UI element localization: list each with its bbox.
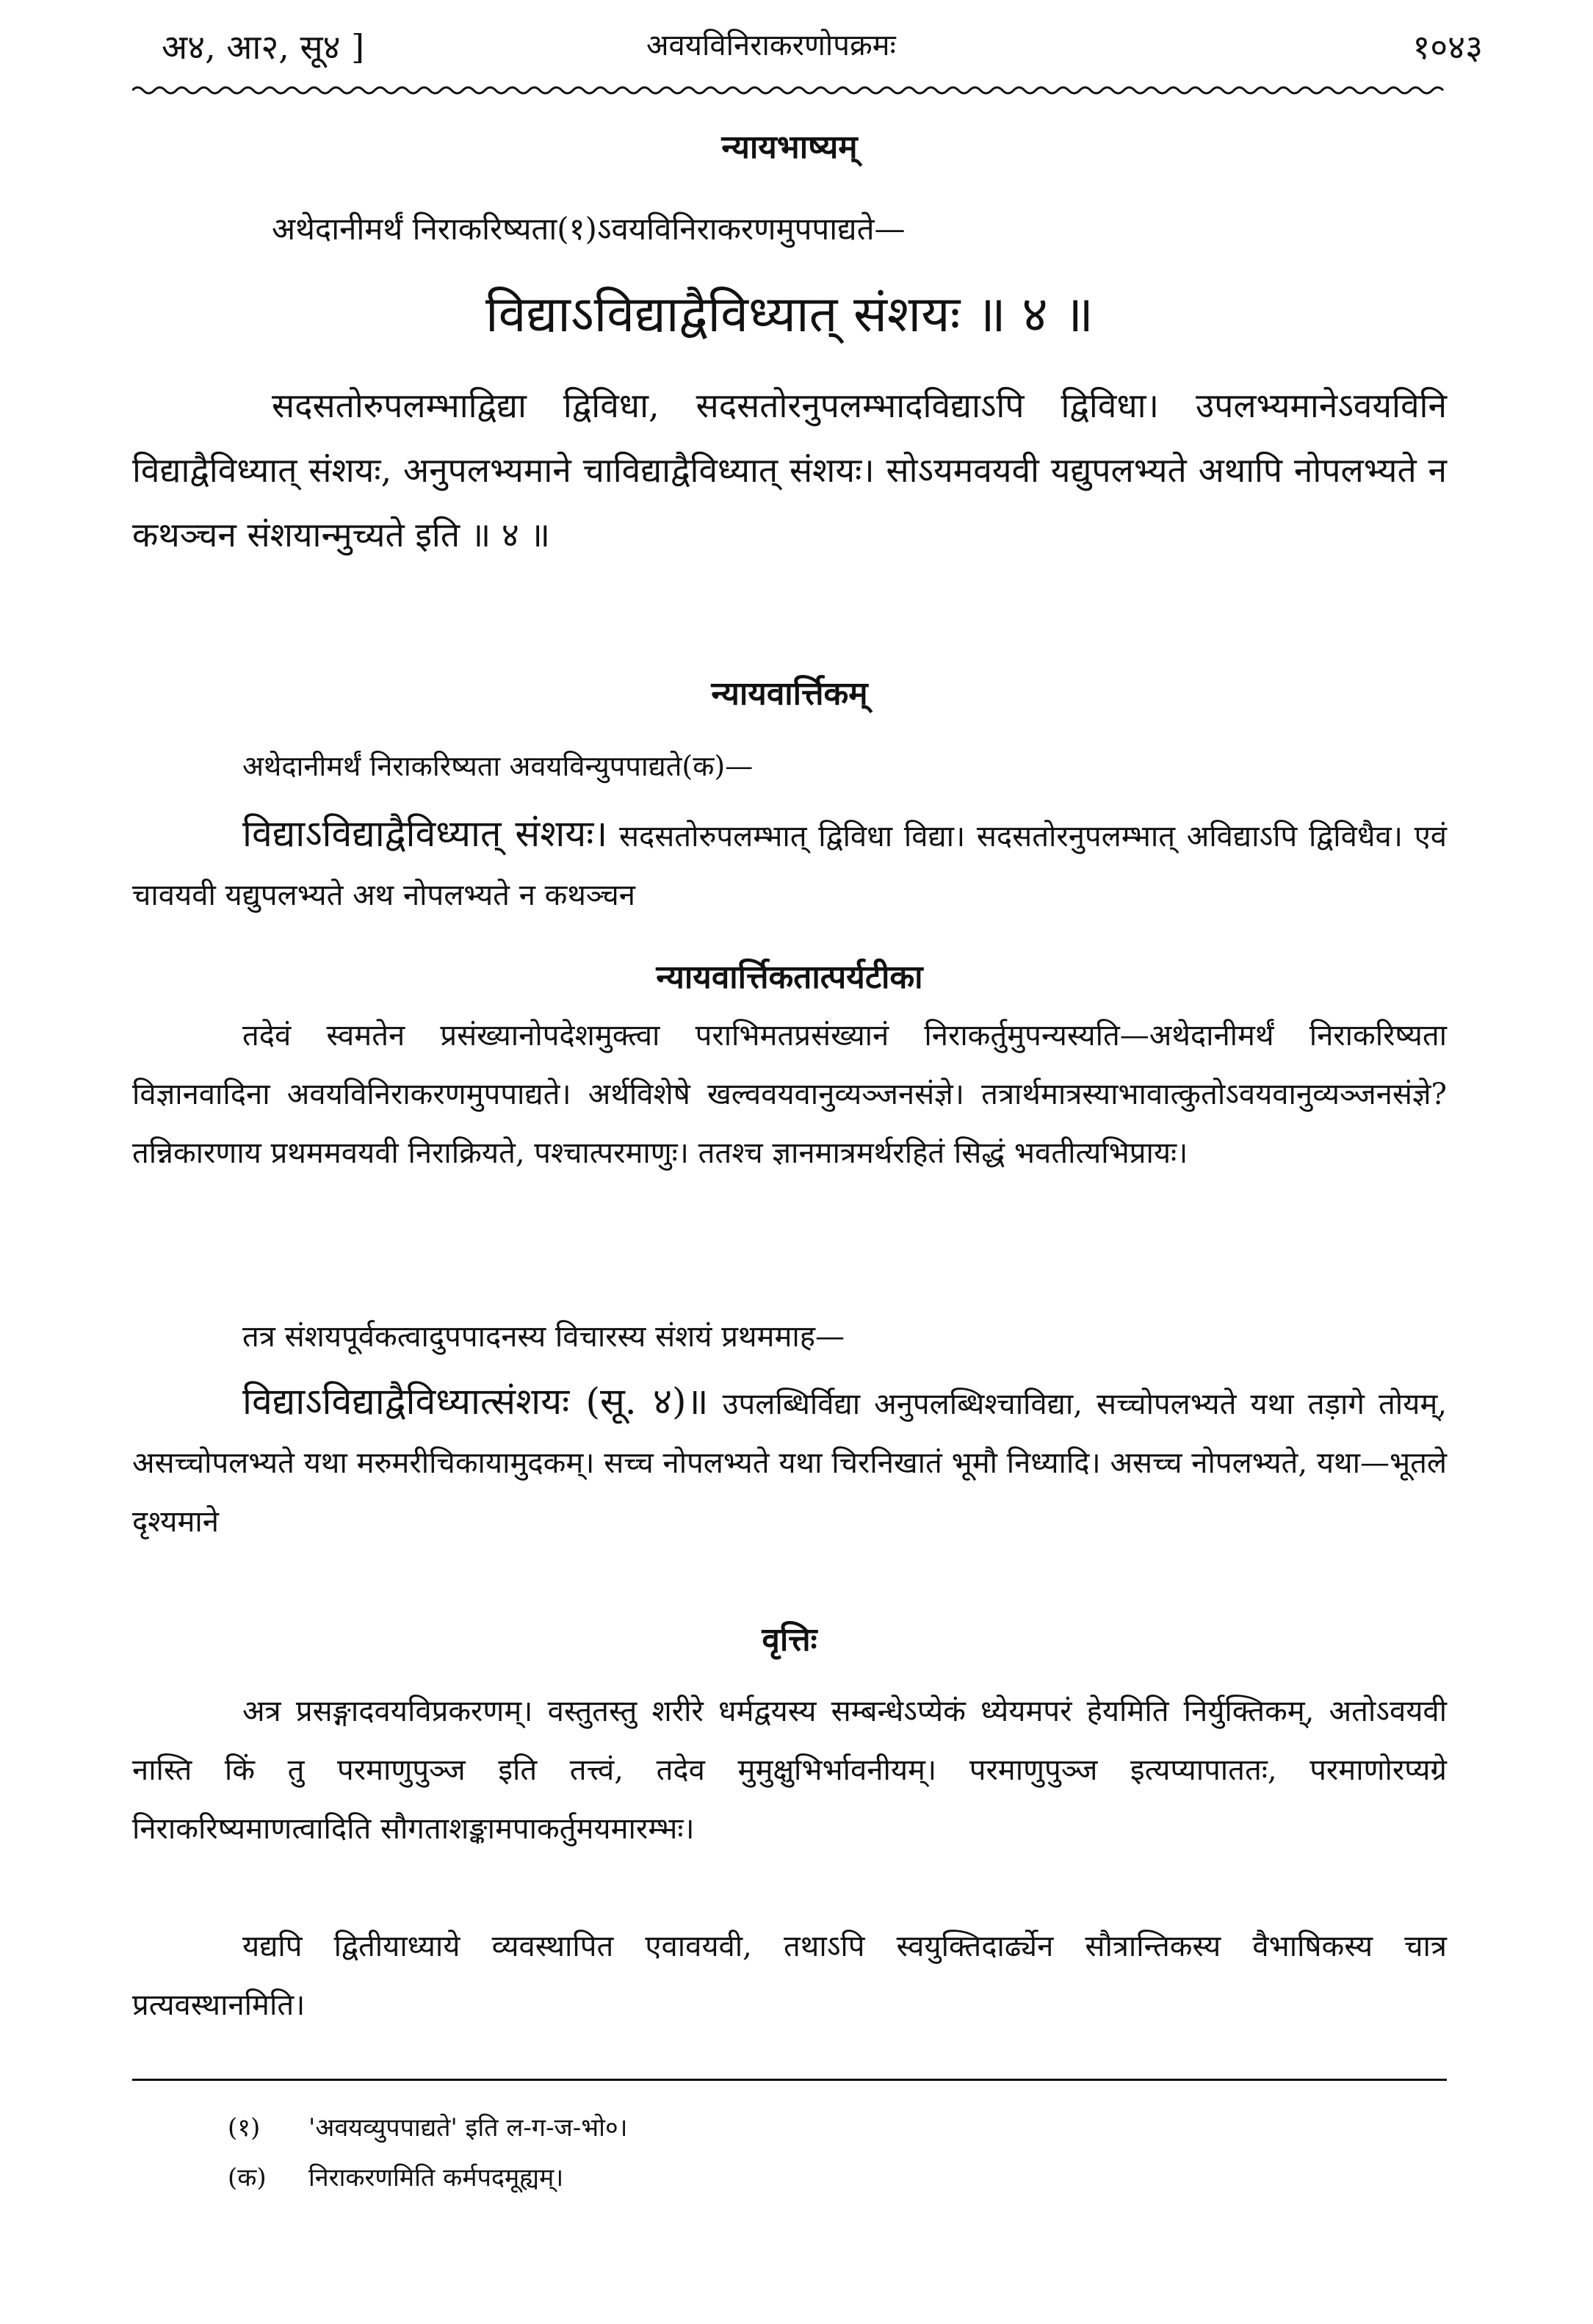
header-reference: अ४, आ२, सू४ ] (162, 27, 365, 67)
header-title: अवयविनिराकरणोपक्रमः (646, 29, 896, 62)
footnote-text: निराकरणमिति कर्मपदमूह्यम्। (308, 2163, 564, 2193)
wavy-divider (132, 82, 1447, 98)
bhashya-heading: न्यायभाष्यम् (721, 129, 858, 166)
vartika-body: सदसतोरुपलम्भात् द्विविधा विद्या। सदसतोरनुपलम्भात् अविद्याऽपि द्विविधैव। एवं चावयवी यद्युपलभ्यते अथ नोपलभ्यते न कथञ्चन (132, 820, 1447, 912)
page-number: १०४३ (1412, 27, 1483, 67)
tika-para1: तदेवं स्वमतेन प्रसंख्यानोपदेशमुक्त्वा पराभिमतप्रसंख्यानं निराकर्तुमुपन्यस्यति—अथेदानीमर्थं निराकरिष्यता विज्ञानवादिना अवयविनिराकरणमुपपाद्यते। अर्थविशेषे खल्ववयवानुव्यञ्जनसंज्ञे। तत्रार्थमात्रस्याभावात्कुतोऽवयवानुव्यञ्जनसंज्ञे? तन्निकारणाय प्रथममवयवी निराक्रियते, पश्चात्परमाणुः। ततश्च ज्ञानमात्रमर्थरहितं सिद्धं भवतीत्यभिप्रायः। (132, 1019, 1447, 1170)
tika-para3 (132, 1372, 1447, 1551)
bhashya-intro: अथेदानीमर्थं निराकरिष्यता(१)ऽवयविनिराकरणमुपपाद्यते— (272, 211, 906, 247)
vritti-heading: वृत्तिः (762, 1621, 817, 1659)
tika-heading: न्यायवार्त्तिकतात्पर्यटीका (656, 959, 923, 996)
vritti-para2: यद्यपि द्वितीयाध्याये व्यवस्थापित एवावयवी, तथाऽपि स्वयुक्तिदार्ढ्येन सौत्रान्तिकस्य वैभाषिकस्य चात्र प्रत्यवस्थानमिति। (132, 1930, 1447, 2022)
vartika-heading: न्यायवार्त्तिकम् (711, 675, 868, 712)
vartika-text (132, 804, 1447, 925)
tika-para2: तत्र संशयपूर्वकत्वादुपपादनस्य विचारस्य संशयं प्रथममाह— (242, 1320, 845, 1354)
bhashya-sutra: विद्याऽविद्याद्वैविध्यात् संशयः ॥ ४ ॥ (485, 286, 1094, 344)
footnote-text: 'अवयव्युपपाद्यते' इति ल-ग-ज-भो०। (308, 2113, 628, 2143)
tika-body: उपलब्धिर्विद्या अनुपलब्धिश्चाविद्या, सच्चोपलभ्यते यथा तड़ागे तोयम्, असच्चोपलभ्यते यथा मरुमरीचिकायामुदकम्। सच्च नोपलभ्यते यथा चिरनिखातं भूमौ निध्यादि। असच्च नोपलभ्यते, यथा—भूतले दृश्यमाने (132, 1387, 1448, 1539)
footnote-mark: (क) (228, 2163, 267, 2193)
tika-sutra: विद्याऽविद्याद्वैविध्यात्संशयः (सू. ४)॥ (242, 1380, 709, 1423)
vartika-sutra: विद्याऽविद्याद्वैविध्यात् संशयः। (242, 812, 608, 855)
vartika-intro: अथेदानीमर्थं निराकरिष्यता अवयविन्युपपाद्यते(क)— (242, 750, 754, 782)
footnote-1 (228, 2110, 628, 2143)
footnote-2 (228, 2159, 563, 2193)
bhashya-text: सदसतोरुपलम्भाद्विद्या द्विविधा, सदसतोरनुपलम्भादविद्याऽपि द्विविधा। उपलभ्यमानेऽवयविनि विद्याद्वैविध्यात् संशयः, अनुपलभ्यमाने चाविद्याद्वैविध्यात् संशयः। सोऽयमवयवी यद्युपलभ्यते अथापि नोपलभ्यते न कथञ्चन संशयान्मुच्यते इति ॥ ४ ॥ (132, 386, 1447, 555)
footnote-divider (132, 2079, 1447, 2081)
vritti-para1: अत्र प्रसङ्गादवयविप्रकरणम्। वस्तुतस्तु शरीरे धर्मद्वयस्य सम्बन्धेऽप्येकं ध्येयमपरं हेयमिति निर्युक्तिकम्, अतोऽवयवी नास्ति किं तु परमाणुपुञ्ज इति तत्त्वं, तदेव मुमुक्षुभिर्भावनीयम्। परमाणुपुञ्ज इत्यप्यापाततः, परमाणोरप्यग्रे निराकरिष्यमाणत्वादिति सौगताशङ्कामपाकर्तुमयमारम्भः। (132, 1695, 1447, 1846)
footnote-mark: (१) (228, 2113, 261, 2143)
page-header (140, 16, 1483, 75)
